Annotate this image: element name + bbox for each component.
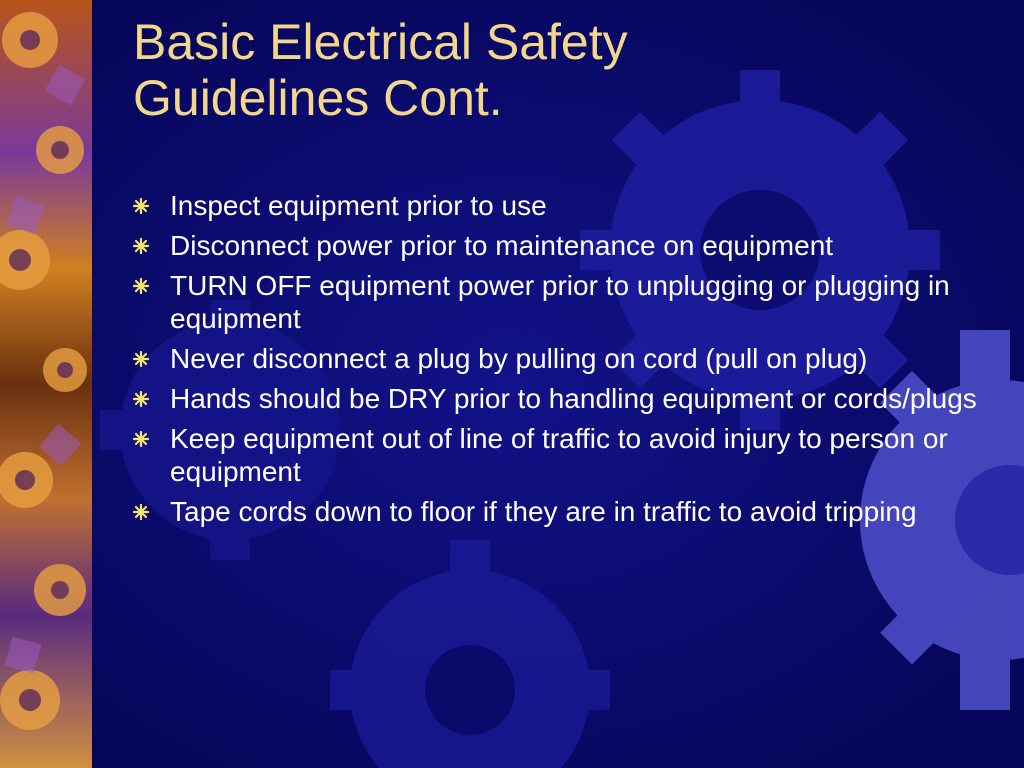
sunburst-bullet-icon bbox=[133, 278, 149, 294]
sunburst-bullet-icon bbox=[133, 431, 149, 447]
decorative-gear-strip-icon bbox=[0, 0, 92, 768]
list-item bbox=[133, 229, 993, 262]
bullet-text: Inspect equipment prior to use bbox=[170, 190, 547, 221]
sunburst-bullet-icon bbox=[133, 351, 149, 367]
list-item bbox=[133, 495, 993, 528]
sunburst-bullet-icon bbox=[133, 198, 149, 214]
sunburst-bullet-icon bbox=[133, 504, 149, 520]
bullet-text: Never disconnect a plug by pulling on cord (pull on plug) bbox=[170, 343, 868, 374]
bullet-text: Disconnect power prior to maintenance on equipment bbox=[170, 230, 834, 261]
list-item bbox=[133, 269, 993, 335]
bullet-text: Keep equipment out of line of traffic to avoid injury to person or equipment bbox=[170, 423, 948, 487]
bullet-text: Tape cords down to floor if they are in traffic to avoid tripping bbox=[170, 496, 917, 527]
list-item bbox=[133, 342, 993, 375]
slide-title-line-1: Basic Electrical Safety bbox=[133, 14, 628, 70]
slide-title-line-2: Guidelines Cont. bbox=[133, 70, 503, 126]
sunburst-bullet-icon bbox=[133, 391, 149, 407]
sunburst-bullet-icon bbox=[133, 238, 149, 254]
list-item bbox=[133, 189, 993, 222]
list-item bbox=[133, 422, 993, 488]
list-item bbox=[133, 382, 993, 415]
bullet-list bbox=[133, 189, 993, 535]
slide-title bbox=[133, 14, 993, 126]
bullet-text: TURN OFF equipment power prior to unplugging or plugging in equipment bbox=[170, 270, 950, 334]
bullet-text: Hands should be DRY prior to handling equipment or cords/plugs bbox=[170, 383, 977, 414]
